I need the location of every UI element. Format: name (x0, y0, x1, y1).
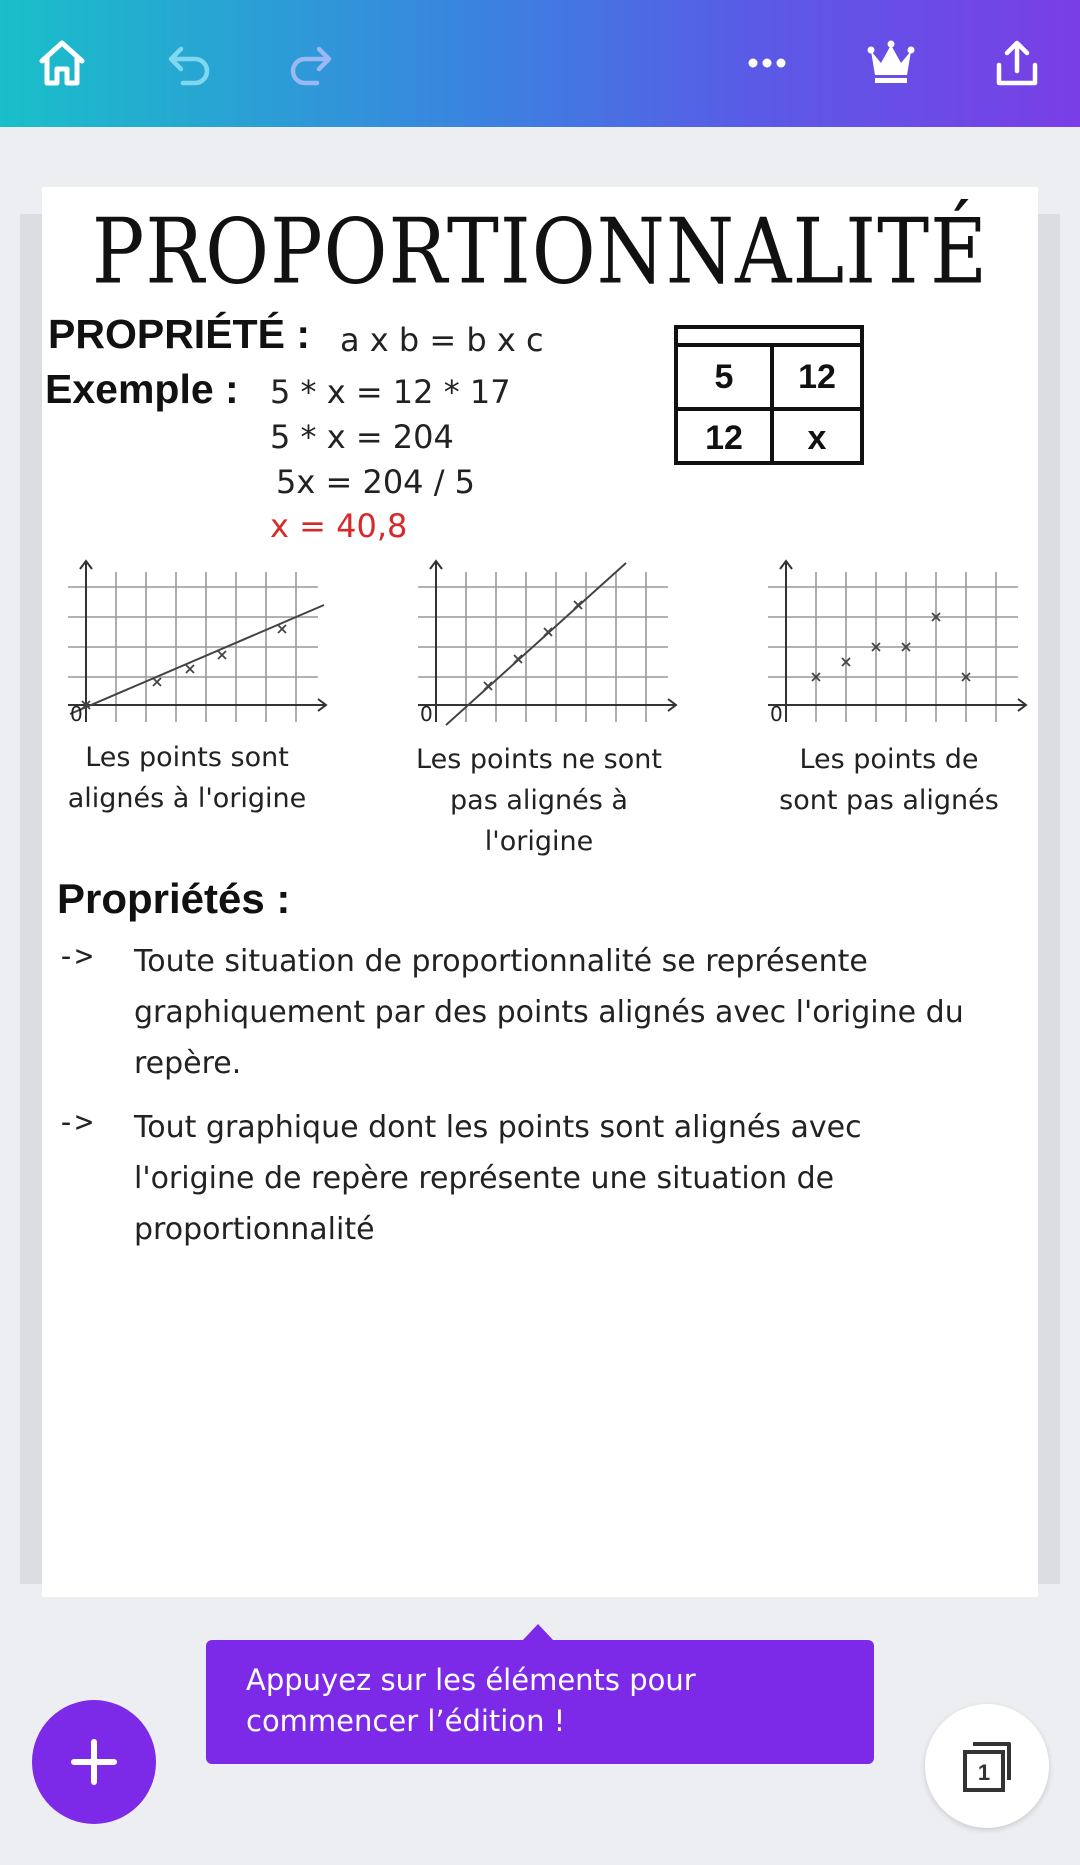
paragraph-line: Toute situation de proportionnalité se représente (134, 944, 868, 979)
table-cell: x (807, 418, 827, 457)
table-cell: 5 (714, 357, 734, 396)
tooltip-line: commencer l’édition ! (246, 1704, 566, 1738)
graph-origin-label: 0 (420, 702, 433, 726)
caption-line: Les points sont (85, 742, 289, 773)
add-element-button[interactable] (32, 1700, 156, 1824)
paragraph-line: Tout graphique dont les points sont alignés avec (134, 1110, 862, 1145)
graph-caption[interactable] (42, 737, 332, 819)
bullet-arrow: -> (57, 1105, 94, 1140)
example-line-2[interactable]: 5 * x = 204 (270, 418, 454, 456)
graph-not-aligned[interactable] (758, 557, 1028, 727)
graph-origin-label: 0 (770, 702, 783, 726)
paragraph-line: repère. (134, 1046, 242, 1081)
caption-line: l'origine (484, 826, 594, 857)
redo-icon (283, 35, 339, 91)
design-page[interactable] (42, 187, 1038, 1597)
share-icon (989, 35, 1045, 91)
caption-line: Les points ne sont (416, 744, 662, 775)
property-label[interactable]: PROPRIÉTÉ : (48, 311, 310, 357)
undo-icon (161, 35, 217, 91)
tooltip-pointer (522, 1624, 554, 1641)
caption-line: pas alignés à (450, 785, 628, 816)
graph-caption[interactable] (394, 739, 684, 862)
table-header-row (678, 329, 860, 347)
pages-icon (955, 1734, 1019, 1798)
home-icon (34, 35, 90, 91)
caption-line: alignés à l'origine (67, 783, 307, 814)
paragraph-line: graphiquement par des points alignés avec l'origine du (134, 995, 964, 1030)
graph-origin-label: 0 (70, 702, 83, 726)
plus-icon (68, 1736, 120, 1788)
property-paragraph[interactable] (134, 1102, 1014, 1255)
paragraph-line: l'origine de repère représente une situation de (134, 1161, 835, 1196)
more-icon (739, 35, 795, 91)
tooltip-line: Appuyez sur les éléments pour (246, 1663, 696, 1697)
example-label[interactable]: Exemple : (45, 366, 239, 412)
proportion-table[interactable] (674, 325, 864, 465)
caption-line: Les points de (799, 744, 979, 775)
share-button[interactable] (984, 30, 1050, 96)
table-cell: 12 (798, 357, 836, 396)
page-title[interactable]: PROPORTIONNALITÉ (91, 201, 989, 305)
crown-icon (863, 35, 919, 91)
table-cell: 12 (705, 418, 743, 457)
properties-heading[interactable]: Propriétés : (57, 875, 291, 922)
graph-caption[interactable] (744, 739, 1034, 821)
more-button[interactable] (734, 30, 800, 96)
example-result[interactable]: x = 40,8 (270, 507, 408, 545)
undo-button[interactable] (156, 30, 222, 96)
bullet-arrow: -> (57, 939, 94, 974)
paragraph-line: proportionnalité (134, 1212, 375, 1247)
graph-not-aligned-origin[interactable] (408, 557, 678, 727)
page-count: 1 (977, 1760, 991, 1785)
pages-button[interactable] (925, 1704, 1049, 1828)
top-toolbar (0, 0, 1080, 127)
onboarding-tooltip[interactable] (206, 1640, 874, 1764)
home-button[interactable] (29, 30, 95, 96)
property-paragraph[interactable] (134, 936, 1014, 1089)
premium-button[interactable] (858, 30, 924, 96)
redo-button[interactable] (278, 30, 344, 96)
graph-aligned-origin[interactable] (58, 557, 328, 727)
caption-line: sont pas alignés (779, 785, 999, 816)
property-formula[interactable]: a x b = b x c (340, 321, 544, 359)
example-line-3[interactable]: 5x = 204 / 5 (276, 463, 476, 501)
example-line-1[interactable]: 5 * x = 12 * 17 (270, 373, 511, 411)
